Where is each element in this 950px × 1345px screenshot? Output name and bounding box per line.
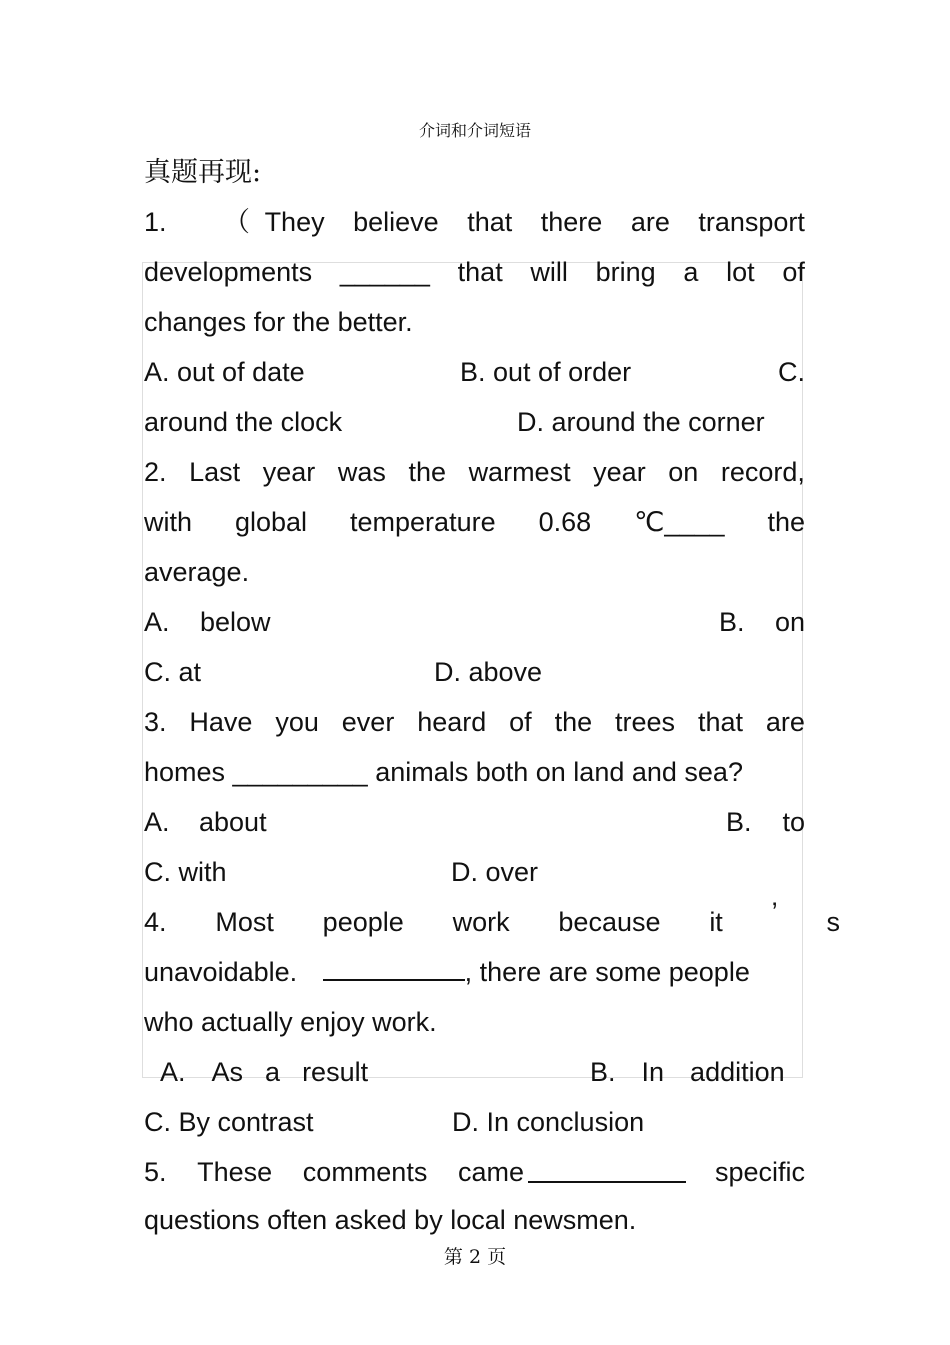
q4-option-c: C. By contrast	[144, 1107, 314, 1137]
q4-line-3: who actually enjoy work.	[144, 1007, 437, 1037]
q2-blank: ℃____	[634, 507, 725, 537]
q5-line-2: questions often asked by local newsmen.	[144, 1205, 637, 1235]
q2-option-a: below	[200, 607, 271, 637]
q4-option-d: D. In conclusion	[452, 1107, 645, 1137]
q1-blank: ______	[339, 257, 430, 287]
q1-paren: （	[223, 207, 251, 237]
document-title: 介词和介词短语	[418, 121, 531, 140]
q1-line-2: developments ______ that will bring a lot of	[144, 257, 805, 287]
q3-option-d: D. over	[451, 857, 539, 887]
q3-option-b: to	[782, 807, 805, 837]
q4-line-2: unavoidable. , there are some people	[144, 957, 750, 987]
q2-option-d: D. above	[434, 657, 543, 687]
q1-option-a: A. out of date	[144, 357, 305, 387]
q1-number: 1.	[144, 207, 167, 237]
q2-option-b: on	[774, 607, 805, 637]
page-number: 第 2 页	[443, 1246, 507, 1268]
q3-option-a: about	[199, 807, 267, 837]
q4-blank	[323, 957, 465, 981]
q2-line-1: 2. Last year was the warmest year on record,	[144, 457, 805, 487]
q2-option-c: C. at	[144, 657, 202, 687]
q1-option-b: B. out of order	[460, 357, 632, 387]
q3-line-1: 3. Have you ever heard of the trees that are	[144, 707, 805, 737]
q3-option-a-label: A.	[144, 807, 170, 837]
q2-line-3: average.	[144, 557, 250, 587]
q1-line-3: changes for the better.	[144, 307, 413, 337]
q2-line-2: with global temperature 0.68 ℃____ the	[144, 507, 805, 537]
q3-option-b-label: B.	[726, 807, 752, 837]
q3-option-c: C. with	[144, 857, 227, 887]
q4-option-a: A. As a result	[160, 1057, 369, 1087]
q2-option-a-label: A.	[144, 607, 170, 637]
q4-option-b: B. In addition	[590, 1057, 785, 1087]
q1-option-c-label: C.	[778, 357, 805, 387]
section-heading: 真题再现:	[144, 157, 262, 188]
q5-blank	[528, 1159, 686, 1183]
q4-line-1: 4. Most people work because it ’ s	[144, 897, 840, 937]
q3-line-2: homes _________ animals both on land and sea?	[144, 757, 743, 787]
q1-option-c: around the clock	[144, 407, 343, 437]
q1-line-1: 1. （ They believe that there are transport	[144, 207, 805, 237]
q1-option-d: D. around the corner	[517, 407, 765, 437]
q2-option-b-label: B.	[719, 607, 745, 637]
